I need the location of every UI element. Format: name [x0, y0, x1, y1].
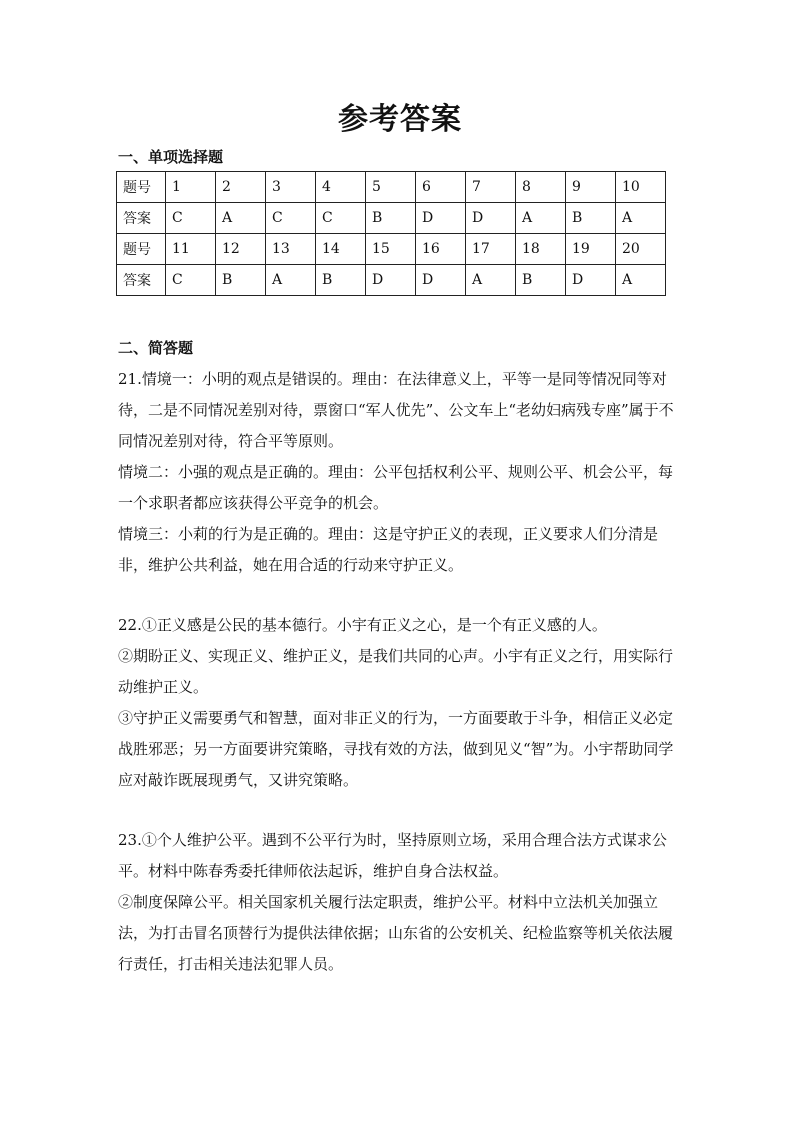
table-cell: 11 — [166, 234, 216, 265]
answer-table-row — [117, 203, 666, 234]
table-cell: 17 — [466, 234, 516, 265]
short-answer-content — [118, 364, 684, 980]
table-cell: 15 — [366, 234, 416, 265]
table-cell: A — [516, 203, 566, 234]
table-cell: D — [366, 265, 416, 296]
q23-point-1: 23.①个人维护公平。遇到不公平行为时，坚持原则立场，采用合理合法方式谋求公平。材料中陈春秀委托律师依法起诉，维护自身合法权益。 — [118, 831, 667, 880]
table-cell: 13 — [266, 234, 316, 265]
q21-scenario-2: 情境二：小强的观点是正确的。理由：公平包括权利公平、规则公平、机会公平，每一个求职者都应该获得公平竞争的机会。 — [118, 463, 674, 512]
answer-table-row — [117, 172, 666, 203]
table-cell: 18 — [516, 234, 566, 265]
page-title: 参考答案 — [338, 102, 462, 137]
table-cell: D — [466, 203, 516, 234]
q21-scenario-3: 情境三：小莉的行为是正确的。理由：这是守护正义的表现，正义要求人们分清是非，维护公共利益，她在用合适的行动来守护正义。 — [118, 525, 659, 574]
table-cell: 7 — [466, 172, 516, 203]
table-cell: 4 — [316, 172, 366, 203]
paragraph-gap — [118, 581, 684, 610]
row-label: 答案 — [117, 203, 166, 234]
row-label: 答案 — [117, 265, 166, 296]
table-cell: B — [366, 203, 416, 234]
table-cell: A — [616, 203, 666, 234]
table-cell: 6 — [416, 172, 466, 203]
answer-table-row — [117, 265, 666, 296]
answer-table — [116, 171, 666, 296]
table-cell: 16 — [416, 234, 466, 265]
table-cell: A — [266, 265, 316, 296]
table-cell: B — [216, 265, 266, 296]
table-cell: 2 — [216, 172, 266, 203]
table-cell: C — [316, 203, 366, 234]
table-cell: C — [166, 203, 216, 234]
table-cell: D — [416, 203, 466, 234]
paragraph-gap — [118, 796, 684, 825]
table-cell: 9 — [566, 172, 616, 203]
answer-table-body — [117, 172, 666, 296]
table-cell: 8 — [516, 172, 566, 203]
table-cell: B — [566, 203, 616, 234]
q23-point-2: ②制度保障公平。相关国家机关履行法定职责，维护公平。材料中立法机关加强立法，为打击冒名顶替行为提供法律依据；山东省的公安机关、纪检监察等机关依法履行责任，打击相关违法犯罪人员。 — [118, 893, 674, 973]
table-cell: C — [166, 265, 216, 296]
section-heading-short-answer: 二、简答题 — [118, 339, 194, 357]
q21-scenario-1: 21.情境一：小明的观点是错误的。理由：在法律意义上，平等一是同等情况同等对待，二是不同情况差别对待，票窗口“军人优先”、公文车上“老幼妇病残专座”属于不同情况差别对待，符合平等原则。 — [118, 370, 674, 450]
table-cell: A — [466, 265, 516, 296]
table-cell: B — [516, 265, 566, 296]
table-cell: D — [566, 265, 616, 296]
table-cell: 20 — [616, 234, 666, 265]
table-cell: 12 — [216, 234, 266, 265]
q22-point-2: ②期盼正义、实现正义、维护正义，是我们共同的心声。小宇有正义之行，用实际行动维护正义。 — [118, 647, 674, 696]
section-heading-multiple-choice: 一、单项选择题 — [118, 148, 224, 166]
q22-point-3: ③守护正义需要勇气和智慧，面对非正义的行为，一方面要敢于斗争，相信正义必定战胜邪恶；另一方面要讲究策略，寻找有效的方法，做到见义“智”为。小宇帮助同学应对敲诈既展现勇气，又讲究策略。 — [118, 709, 674, 789]
q22-point-1: 22.①正义感是公民的基本德行。小宇有正义之心，是一个有正义感的人。 — [118, 616, 607, 634]
table-cell: 14 — [316, 234, 366, 265]
table-cell: D — [416, 265, 466, 296]
table-cell: A — [616, 265, 666, 296]
table-cell: 19 — [566, 234, 616, 265]
answer-table-row — [117, 234, 666, 265]
table-cell: 1 — [166, 172, 216, 203]
table-cell: 3 — [266, 172, 316, 203]
table-cell: A — [216, 203, 266, 234]
table-cell: B — [316, 265, 366, 296]
row-label: 题号 — [117, 234, 166, 265]
table-cell: 10 — [616, 172, 666, 203]
table-cell: C — [266, 203, 316, 234]
row-label: 题号 — [117, 172, 166, 203]
table-cell: 5 — [366, 172, 416, 203]
